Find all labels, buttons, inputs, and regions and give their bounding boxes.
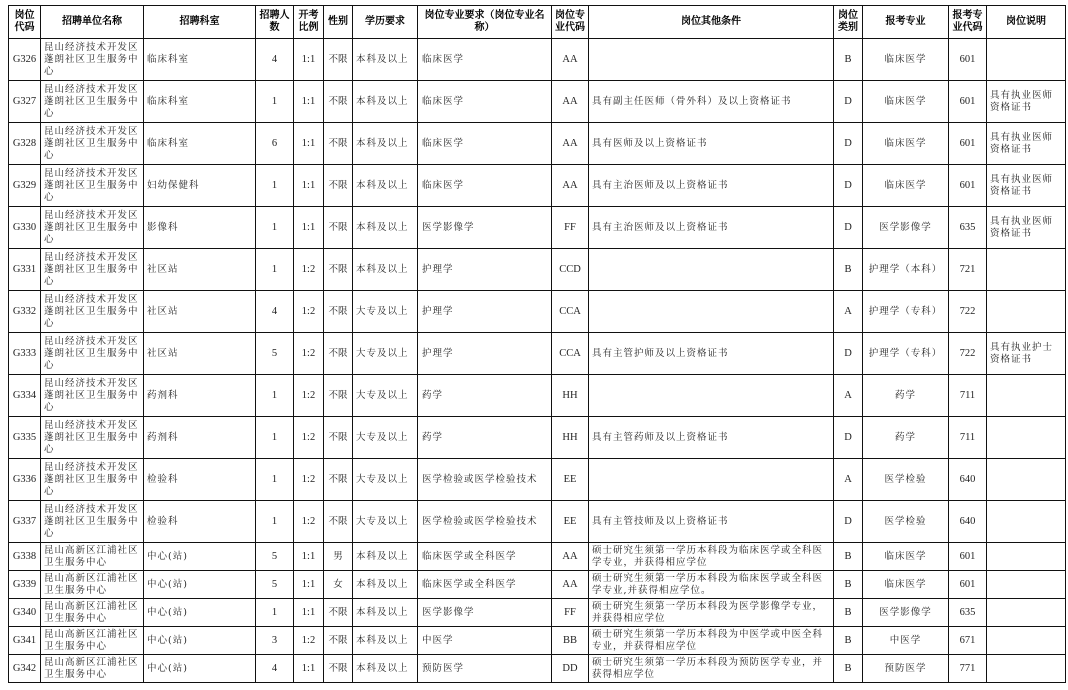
cell-education: 大专及以上 bbox=[353, 333, 418, 375]
cell-major-requirement: 临床医学 bbox=[418, 165, 552, 207]
cell-gender: 不限 bbox=[324, 333, 353, 375]
cell-post-category: B bbox=[834, 543, 863, 571]
cell-exam-major: 医学影像学 bbox=[863, 599, 949, 627]
cell-exam-ratio: 1:2 bbox=[294, 375, 324, 417]
cell-major-code: AA bbox=[552, 39, 589, 81]
cell-post-notes bbox=[987, 501, 1066, 543]
header-exam-ratio: 开考比例 bbox=[294, 6, 324, 39]
cell-exam-major: 临床医学 bbox=[863, 543, 949, 571]
cell-post-category: D bbox=[834, 333, 863, 375]
cell-other-conditions: 具有主管护师及以上资格证书 bbox=[589, 333, 834, 375]
cell-exam-major: 医学检验 bbox=[863, 501, 949, 543]
cell-exam-ratio: 1:2 bbox=[294, 417, 324, 459]
cell-headcount: 4 bbox=[256, 655, 294, 683]
cell-exam-ratio: 1:1 bbox=[294, 207, 324, 249]
cell-education: 本科及以上 bbox=[353, 81, 418, 123]
cell-major-code: CCD bbox=[552, 249, 589, 291]
cell-post-category: D bbox=[834, 207, 863, 249]
cell-unit-name: 昆山经济技术开发区蓬朗社区卫生服务中心 bbox=[41, 459, 144, 501]
cell-major-requirement: 临床医学或全科医学 bbox=[418, 571, 552, 599]
cell-other-conditions bbox=[589, 249, 834, 291]
cell-major-code: FF bbox=[552, 599, 589, 627]
cell-exam-major-code: 601 bbox=[949, 165, 987, 207]
cell-unit-name: 昆山经济技术开发区蓬朗社区卫生服务中心 bbox=[41, 333, 144, 375]
cell-post-code: G332 bbox=[9, 291, 41, 333]
cell-education: 本科及以上 bbox=[353, 655, 418, 683]
cell-education: 本科及以上 bbox=[353, 599, 418, 627]
cell-exam-ratio: 1:1 bbox=[294, 571, 324, 599]
cell-other-conditions bbox=[589, 39, 834, 81]
cell-exam-major-code: 640 bbox=[949, 501, 987, 543]
cell-other-conditions: 硕士研究生须第一学历本科段为中医学或中医全科专业，并获得相应学位 bbox=[589, 627, 834, 655]
cell-exam-ratio: 1:2 bbox=[294, 627, 324, 655]
cell-post-code: G334 bbox=[9, 375, 41, 417]
header-department: 招聘科室 bbox=[144, 6, 256, 39]
cell-exam-major: 临床医学 bbox=[863, 165, 949, 207]
cell-headcount: 3 bbox=[256, 627, 294, 655]
cell-unit-name: 昆山经济技术开发区蓬朗社区卫生服务中心 bbox=[41, 207, 144, 249]
cell-exam-major-code: 722 bbox=[949, 333, 987, 375]
cell-unit-name: 昆山经济技术开发区蓬朗社区卫生服务中心 bbox=[41, 39, 144, 81]
cell-post-notes: 具有执业医师资格证书 bbox=[987, 165, 1066, 207]
header-post-notes: 岗位说明 bbox=[987, 6, 1066, 39]
cell-exam-major: 药学 bbox=[863, 375, 949, 417]
cell-major-requirement: 预防医学 bbox=[418, 655, 552, 683]
cell-unit-name: 昆山经济技术开发区蓬朗社区卫生服务中心 bbox=[41, 165, 144, 207]
cell-post-category: B bbox=[834, 39, 863, 81]
table-row bbox=[9, 39, 1066, 81]
cell-post-code: G336 bbox=[9, 459, 41, 501]
cell-unit-name: 昆山高新区江浦社区卫生服务中心 bbox=[41, 571, 144, 599]
cell-department: 临床科室 bbox=[144, 81, 256, 123]
cell-post-code: G337 bbox=[9, 501, 41, 543]
cell-post-notes bbox=[987, 459, 1066, 501]
cell-other-conditions: 具有主管技师及以上资格证书 bbox=[589, 501, 834, 543]
cell-education: 大专及以上 bbox=[353, 291, 418, 333]
cell-education: 大专及以上 bbox=[353, 459, 418, 501]
cell-post-notes bbox=[987, 599, 1066, 627]
cell-exam-major: 中医学 bbox=[863, 627, 949, 655]
header-major-requirement: 岗位专业要求（岗位专业名称） bbox=[418, 6, 552, 39]
cell-unit-name: 昆山高新区江浦社区卫生服务中心 bbox=[41, 627, 144, 655]
cell-headcount: 5 bbox=[256, 543, 294, 571]
cell-gender: 不限 bbox=[324, 459, 353, 501]
cell-exam-ratio: 1:2 bbox=[294, 249, 324, 291]
cell-post-code: G327 bbox=[9, 81, 41, 123]
cell-gender: 不限 bbox=[324, 39, 353, 81]
cell-exam-major-code: 601 bbox=[949, 571, 987, 599]
cell-major-code: AA bbox=[552, 571, 589, 599]
cell-post-category: B bbox=[834, 627, 863, 655]
cell-headcount: 1 bbox=[256, 459, 294, 501]
cell-headcount: 6 bbox=[256, 123, 294, 165]
table-row bbox=[9, 333, 1066, 375]
cell-post-code: G326 bbox=[9, 39, 41, 81]
cell-post-code: G340 bbox=[9, 599, 41, 627]
cell-exam-major: 临床医学 bbox=[863, 123, 949, 165]
cell-education: 本科及以上 bbox=[353, 571, 418, 599]
cell-headcount: 1 bbox=[256, 165, 294, 207]
cell-exam-ratio: 1:1 bbox=[294, 655, 324, 683]
cell-exam-ratio: 1:1 bbox=[294, 81, 324, 123]
cell-other-conditions: 硕士研究生须第一学历本科段为预防医学专业，并获得相应学位 bbox=[589, 655, 834, 683]
cell-exam-major-code: 601 bbox=[949, 39, 987, 81]
cell-post-category: D bbox=[834, 81, 863, 123]
cell-post-category: B bbox=[834, 571, 863, 599]
cell-gender: 不限 bbox=[324, 501, 353, 543]
cell-unit-name: 昆山经济技术开发区蓬朗社区卫生服务中心 bbox=[41, 417, 144, 459]
cell-post-notes bbox=[987, 543, 1066, 571]
cell-post-code: G330 bbox=[9, 207, 41, 249]
table-row bbox=[9, 501, 1066, 543]
cell-headcount: 1 bbox=[256, 375, 294, 417]
cell-post-code: G338 bbox=[9, 543, 41, 571]
cell-exam-major: 医学影像学 bbox=[863, 207, 949, 249]
cell-major-requirement: 药学 bbox=[418, 417, 552, 459]
table-row bbox=[9, 655, 1066, 683]
cell-department: 药剂科 bbox=[144, 375, 256, 417]
cell-post-category: D bbox=[834, 123, 863, 165]
header-exam-major: 报考专业 bbox=[863, 6, 949, 39]
cell-exam-ratio: 1:2 bbox=[294, 501, 324, 543]
cell-headcount: 1 bbox=[256, 501, 294, 543]
table-row bbox=[9, 459, 1066, 501]
cell-major-code: AA bbox=[552, 165, 589, 207]
cell-exam-major: 临床医学 bbox=[863, 81, 949, 123]
cell-gender: 男 bbox=[324, 543, 353, 571]
cell-headcount: 1 bbox=[256, 207, 294, 249]
cell-exam-major: 临床医学 bbox=[863, 571, 949, 599]
cell-gender: 不限 bbox=[324, 165, 353, 207]
cell-major-requirement: 临床医学或全科医学 bbox=[418, 543, 552, 571]
cell-education: 本科及以上 bbox=[353, 165, 418, 207]
cell-gender: 不限 bbox=[324, 599, 353, 627]
cell-education: 大专及以上 bbox=[353, 375, 418, 417]
cell-major-requirement: 医学检验或医学检验技术 bbox=[418, 501, 552, 543]
cell-post-category: A bbox=[834, 291, 863, 333]
cell-major-code: EE bbox=[552, 459, 589, 501]
table-row bbox=[9, 599, 1066, 627]
cell-exam-ratio: 1:2 bbox=[294, 333, 324, 375]
cell-major-code: HH bbox=[552, 375, 589, 417]
table-row bbox=[9, 123, 1066, 165]
cell-exam-major-code: 721 bbox=[949, 249, 987, 291]
table-row bbox=[9, 291, 1066, 333]
cell-gender: 不限 bbox=[324, 207, 353, 249]
cell-post-notes bbox=[987, 291, 1066, 333]
cell-department: 中心(站) bbox=[144, 627, 256, 655]
cell-education: 本科及以上 bbox=[353, 39, 418, 81]
cell-other-conditions bbox=[589, 375, 834, 417]
cell-department: 社区站 bbox=[144, 333, 256, 375]
cell-department: 临床科室 bbox=[144, 123, 256, 165]
cell-unit-name: 昆山经济技术开发区蓬朗社区卫生服务中心 bbox=[41, 291, 144, 333]
cell-unit-name: 昆山经济技术开发区蓬朗社区卫生服务中心 bbox=[41, 249, 144, 291]
header-row bbox=[9, 6, 1066, 39]
cell-education: 本科及以上 bbox=[353, 249, 418, 291]
cell-exam-major-code: 635 bbox=[949, 207, 987, 249]
cell-post-category: A bbox=[834, 459, 863, 501]
cell-headcount: 4 bbox=[256, 291, 294, 333]
cell-unit-name: 昆山高新区江浦社区卫生服务中心 bbox=[41, 655, 144, 683]
cell-department: 中心(站) bbox=[144, 599, 256, 627]
cell-major-requirement: 医学影像学 bbox=[418, 207, 552, 249]
cell-exam-ratio: 1:1 bbox=[294, 165, 324, 207]
cell-post-notes bbox=[987, 375, 1066, 417]
cell-exam-ratio: 1:1 bbox=[294, 599, 324, 627]
cell-major-code: FF bbox=[552, 207, 589, 249]
cell-major-code: HH bbox=[552, 417, 589, 459]
cell-other-conditions: 具有主管药师及以上资格证书 bbox=[589, 417, 834, 459]
cell-education: 本科及以上 bbox=[353, 123, 418, 165]
cell-gender: 不限 bbox=[324, 627, 353, 655]
table-row bbox=[9, 571, 1066, 599]
cell-major-code: AA bbox=[552, 81, 589, 123]
cell-exam-major: 护理学（专科） bbox=[863, 333, 949, 375]
cell-exam-major-code: 635 bbox=[949, 599, 987, 627]
table-row bbox=[9, 417, 1066, 459]
cell-post-category: D bbox=[834, 165, 863, 207]
cell-exam-ratio: 1:2 bbox=[294, 459, 324, 501]
cell-post-notes bbox=[987, 571, 1066, 599]
cell-other-conditions bbox=[589, 291, 834, 333]
cell-gender: 女 bbox=[324, 571, 353, 599]
cell-other-conditions: 具有主治医师及以上资格证书 bbox=[589, 165, 834, 207]
cell-major-requirement: 护理学 bbox=[418, 249, 552, 291]
header-exam-major-code: 报考专业代码 bbox=[949, 6, 987, 39]
cell-headcount: 4 bbox=[256, 39, 294, 81]
cell-post-code: G341 bbox=[9, 627, 41, 655]
cell-department: 社区站 bbox=[144, 291, 256, 333]
cell-major-code: CCA bbox=[552, 291, 589, 333]
cell-major-code: DD bbox=[552, 655, 589, 683]
cell-headcount: 1 bbox=[256, 81, 294, 123]
cell-unit-name: 昆山经济技术开发区蓬朗社区卫生服务中心 bbox=[41, 375, 144, 417]
table-row bbox=[9, 249, 1066, 291]
cell-post-notes: 具有执业医师资格证书 bbox=[987, 207, 1066, 249]
header-major-code: 岗位专业代码 bbox=[552, 6, 589, 39]
cell-major-requirement: 医学检验或医学检验技术 bbox=[418, 459, 552, 501]
cell-post-notes: 具有执业护士资格证书 bbox=[987, 333, 1066, 375]
recruitment-table bbox=[8, 5, 1066, 683]
cell-post-category: B bbox=[834, 249, 863, 291]
table-row bbox=[9, 207, 1066, 249]
cell-education: 大专及以上 bbox=[353, 501, 418, 543]
cell-post-category: B bbox=[834, 655, 863, 683]
cell-other-conditions bbox=[589, 459, 834, 501]
cell-major-requirement: 护理学 bbox=[418, 333, 552, 375]
cell-exam-major: 药学 bbox=[863, 417, 949, 459]
cell-department: 检验科 bbox=[144, 501, 256, 543]
cell-headcount: 1 bbox=[256, 249, 294, 291]
header-unit-name: 招聘单位名称 bbox=[41, 6, 144, 39]
cell-major-code: AA bbox=[552, 543, 589, 571]
cell-exam-major-code: 640 bbox=[949, 459, 987, 501]
cell-post-code: G335 bbox=[9, 417, 41, 459]
cell-post-code: G333 bbox=[9, 333, 41, 375]
cell-unit-name: 昆山高新区江浦社区卫生服务中心 bbox=[41, 599, 144, 627]
cell-major-requirement: 药学 bbox=[418, 375, 552, 417]
table-row bbox=[9, 81, 1066, 123]
table-row bbox=[9, 165, 1066, 207]
cell-post-notes: 具有执业医师资格证书 bbox=[987, 81, 1066, 123]
cell-unit-name: 昆山经济技术开发区蓬朗社区卫生服务中心 bbox=[41, 81, 144, 123]
cell-other-conditions: 具有医师及以上资格证书 bbox=[589, 123, 834, 165]
cell-education: 大专及以上 bbox=[353, 417, 418, 459]
cell-gender: 不限 bbox=[324, 417, 353, 459]
cell-post-notes bbox=[987, 655, 1066, 683]
cell-unit-name: 昆山高新区江浦社区卫生服务中心 bbox=[41, 543, 144, 571]
cell-major-code: BB bbox=[552, 627, 589, 655]
cell-exam-major-code: 722 bbox=[949, 291, 987, 333]
cell-department: 社区站 bbox=[144, 249, 256, 291]
cell-exam-major: 护理学（专科） bbox=[863, 291, 949, 333]
cell-department: 中心(站) bbox=[144, 543, 256, 571]
cell-major-requirement: 临床医学 bbox=[418, 39, 552, 81]
header-post-category: 岗位类别 bbox=[834, 6, 863, 39]
header-education: 学历要求 bbox=[353, 6, 418, 39]
table-row bbox=[9, 375, 1066, 417]
cell-major-requirement: 医学影像学 bbox=[418, 599, 552, 627]
cell-exam-major-code: 601 bbox=[949, 81, 987, 123]
cell-gender: 不限 bbox=[324, 375, 353, 417]
cell-exam-major-code: 711 bbox=[949, 375, 987, 417]
cell-headcount: 5 bbox=[256, 333, 294, 375]
cell-post-code: G331 bbox=[9, 249, 41, 291]
cell-headcount: 1 bbox=[256, 417, 294, 459]
cell-major-requirement: 临床医学 bbox=[418, 123, 552, 165]
cell-post-notes bbox=[987, 627, 1066, 655]
cell-department: 中心(站) bbox=[144, 655, 256, 683]
cell-headcount: 1 bbox=[256, 599, 294, 627]
cell-department: 中心(站) bbox=[144, 571, 256, 599]
cell-department: 影像科 bbox=[144, 207, 256, 249]
cell-major-requirement: 护理学 bbox=[418, 291, 552, 333]
table-body bbox=[9, 39, 1066, 683]
cell-exam-ratio: 1:1 bbox=[294, 123, 324, 165]
cell-gender: 不限 bbox=[324, 249, 353, 291]
cell-department: 妇幼保健科 bbox=[144, 165, 256, 207]
cell-gender: 不限 bbox=[324, 655, 353, 683]
cell-exam-major: 医学检验 bbox=[863, 459, 949, 501]
cell-education: 本科及以上 bbox=[353, 207, 418, 249]
table-row bbox=[9, 543, 1066, 571]
cell-post-code: G329 bbox=[9, 165, 41, 207]
cell-unit-name: 昆山经济技术开发区蓬朗社区卫生服务中心 bbox=[41, 501, 144, 543]
cell-post-category: D bbox=[834, 417, 863, 459]
cell-post-notes bbox=[987, 417, 1066, 459]
cell-major-requirement: 中医学 bbox=[418, 627, 552, 655]
cell-department: 药剂科 bbox=[144, 417, 256, 459]
cell-post-category: A bbox=[834, 375, 863, 417]
cell-major-code: CCA bbox=[552, 333, 589, 375]
cell-post-notes bbox=[987, 39, 1066, 81]
cell-exam-major-code: 601 bbox=[949, 543, 987, 571]
header-headcount: 招聘人数 bbox=[256, 6, 294, 39]
cell-other-conditions: 硕士研究生须第一学历本科段为临床医学或全科医学专业，并获得相应学位 bbox=[589, 543, 834, 571]
cell-post-category: D bbox=[834, 501, 863, 543]
cell-post-code: G328 bbox=[9, 123, 41, 165]
cell-exam-ratio: 1:1 bbox=[294, 543, 324, 571]
cell-exam-major: 预防医学 bbox=[863, 655, 949, 683]
cell-other-conditions: 具有副主任医师（骨外科）及以上资格证书 bbox=[589, 81, 834, 123]
cell-major-code: EE bbox=[552, 501, 589, 543]
header-gender: 性别 bbox=[324, 6, 353, 39]
cell-major-requirement: 临床医学 bbox=[418, 81, 552, 123]
table-row bbox=[9, 627, 1066, 655]
cell-education: 本科及以上 bbox=[353, 543, 418, 571]
cell-department: 临床科室 bbox=[144, 39, 256, 81]
cell-department: 检验科 bbox=[144, 459, 256, 501]
cell-unit-name: 昆山经济技术开发区蓬朗社区卫生服务中心 bbox=[41, 123, 144, 165]
cell-exam-major: 护理学（本科） bbox=[863, 249, 949, 291]
cell-gender: 不限 bbox=[324, 291, 353, 333]
cell-post-code: G339 bbox=[9, 571, 41, 599]
cell-gender: 不限 bbox=[324, 123, 353, 165]
cell-post-notes: 具有执业医师资格证书 bbox=[987, 123, 1066, 165]
cell-other-conditions: 具有主治医师及以上资格证书 bbox=[589, 207, 834, 249]
cell-major-code: AA bbox=[552, 123, 589, 165]
header-post-code: 岗位代码 bbox=[9, 6, 41, 39]
cell-headcount: 5 bbox=[256, 571, 294, 599]
cell-education: 本科及以上 bbox=[353, 627, 418, 655]
cell-exam-major-code: 771 bbox=[949, 655, 987, 683]
cell-exam-major-code: 711 bbox=[949, 417, 987, 459]
cell-exam-major-code: 671 bbox=[949, 627, 987, 655]
cell-other-conditions: 硕士研究生须第一学历本科段为临床医学或全科医学专业,并获得相应学位。 bbox=[589, 571, 834, 599]
cell-exam-ratio: 1:1 bbox=[294, 39, 324, 81]
cell-post-notes bbox=[987, 249, 1066, 291]
cell-post-code: G342 bbox=[9, 655, 41, 683]
cell-exam-ratio: 1:2 bbox=[294, 291, 324, 333]
header-other-conditions: 岗位其他条件 bbox=[589, 6, 834, 39]
cell-other-conditions: 硕士研究生须第一学历本科段为医学影像学专业，并获得相应学位 bbox=[589, 599, 834, 627]
cell-exam-major-code: 601 bbox=[949, 123, 987, 165]
cell-exam-major: 临床医学 bbox=[863, 39, 949, 81]
cell-post-category: B bbox=[834, 599, 863, 627]
cell-gender: 不限 bbox=[324, 81, 353, 123]
